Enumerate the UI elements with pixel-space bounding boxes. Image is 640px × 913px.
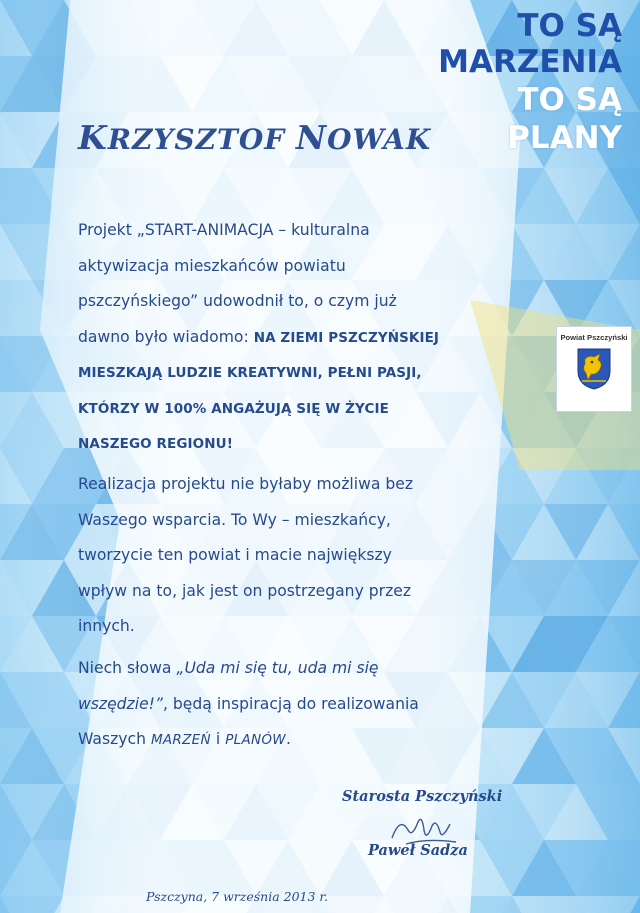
slogan-line-4: PLANY	[507, 120, 622, 156]
paragraph-support	[78, 467, 438, 645]
county-crest-badge	[556, 326, 632, 412]
slogan-line-1: TO SĄ	[517, 8, 622, 44]
signatory-title: Starosta Pszczyński	[342, 788, 503, 805]
text-line: wszędzie!”, będą inspiracją do realizowania	[78, 694, 419, 713]
recipient-name: KRZYSZTOF NOWAK	[78, 118, 432, 157]
county-coat-of-arms-icon	[576, 347, 612, 391]
motto-quote-end: wszędzie!”	[78, 694, 163, 713]
text-line: Waszego wsparcia. To Wy – mieszkańcy,	[78, 510, 391, 529]
text-line: tworzycie ten powiat i macie największy	[78, 546, 392, 564]
paragraph-project	[78, 213, 438, 463]
text-line: Waszych MARZEŃ i PLANÓW.	[78, 730, 291, 748]
place-and-date: Pszczyna, 7 września 2013 r.	[146, 889, 329, 904]
dreams-word: MARZEŃ	[150, 732, 211, 748]
text-line: Realizacja projektu nie byłaby możliwa bez	[78, 475, 414, 493]
text-line: pszczyńskiego” udowodnił to, o czym już	[78, 292, 397, 310]
slogan	[422, 8, 622, 164]
text-line: Projekt „START-ANIMACJA – kulturalna	[78, 221, 370, 239]
text-line: dawno było wiadomo: NA ZIEMI PSZCZYŃSKIEJ	[78, 327, 440, 346]
text-line: innych.	[78, 617, 135, 635]
emphasis-line: KTÓRZY W 100% ANGAŻUJĄ SIĘ W ŻYCIE	[78, 400, 389, 417]
emphasis-line: MIESZKAJĄ LUDZIE KREATYWNI, PEŁNI PASJI,	[78, 365, 422, 381]
crest-caption: Powiat Pszczyński	[560, 333, 628, 342]
emphasis-line: NASZEGO REGIONU!	[78, 436, 233, 452]
signatory-name: Paweł Sadza	[368, 842, 468, 859]
slogan-line-3: TO SĄ	[517, 82, 622, 118]
slogan-line-2: MARZENIA	[438, 44, 622, 80]
text-line: Niech słowa „Uda mi się tu, uda mi się	[78, 659, 379, 677]
motto-quote: „Uda mi się tu, uda mi się	[176, 659, 379, 677]
plans-word: PLANÓW	[225, 732, 286, 748]
text-line: aktywizacja mieszkańców powiatu	[78, 256, 346, 275]
emphasis-text: NA ZIEMI PSZCZYŃSKIEJ	[253, 329, 440, 346]
text-line: wpływ na to, jak jest on postrzegany przez	[78, 581, 412, 600]
paragraph-motto	[78, 651, 438, 759]
